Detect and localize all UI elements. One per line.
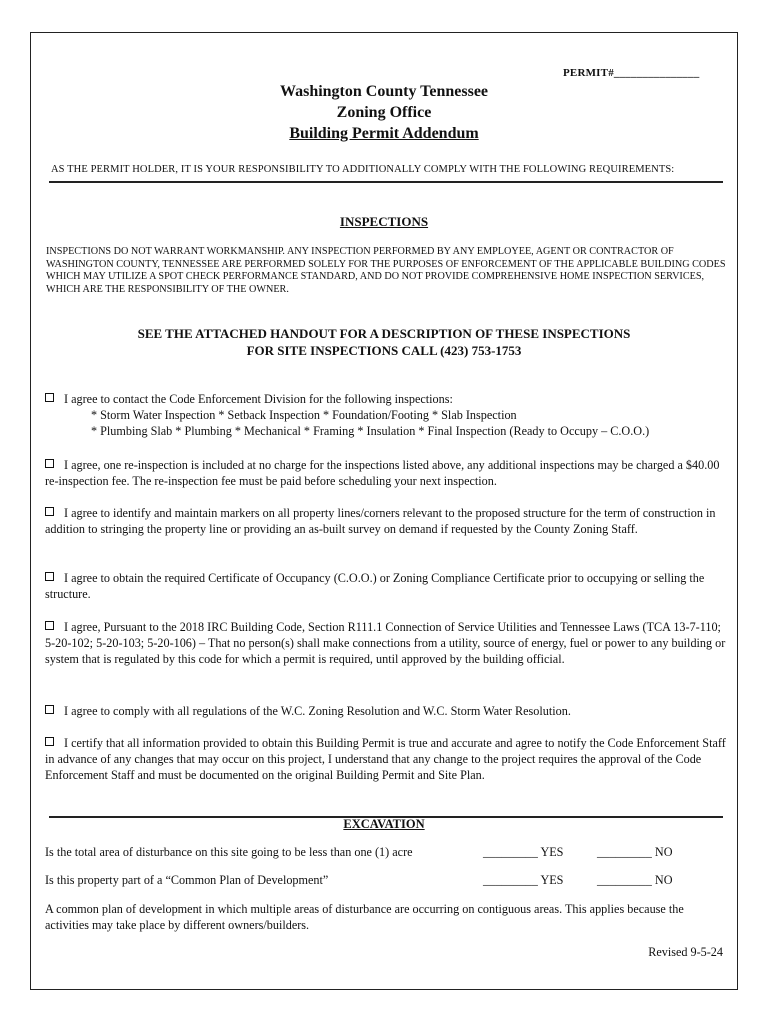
excavation-heading: EXCAVATION	[343, 817, 425, 831]
answer-common-plan-yes[interactable]: _________ YES	[483, 873, 564, 887]
clause-certificate-occupancy-text: I agree to obtain the required Certificate of Occupancy (C.O.O.) or Zoning Compliance Certificate prior to occupying or selling the structure.	[45, 571, 705, 601]
handout-notice-line2: FOR SITE INSPECTIONS CALL (423) 753-1753	[246, 343, 522, 358]
handout-notice-line1: SEE THE ATTACHED HANDOUT FOR A DESCRIPTION OF THESE INSPECTIONS	[137, 326, 631, 341]
clause-certificate-occupancy	[45, 570, 729, 602]
permit-addendum-form	[30, 32, 738, 990]
clause-regulations	[45, 703, 729, 719]
checkbox-certificate-occupancy[interactable]	[45, 572, 54, 581]
clause-regulations-text: I agree to comply with all regulations of the W.C. Zoning Resolution and W.C. Storm Water Resolution.	[64, 704, 571, 718]
clause-reinspection	[45, 457, 729, 489]
answer-common-plan-no[interactable]: _________ NO	[597, 873, 673, 887]
checkbox-reinspection[interactable]	[45, 459, 54, 468]
revision-date: Revised 9-5-24	[648, 945, 723, 959]
permit-number-field[interactable]: PERMIT#_______________	[563, 67, 700, 79]
clause-utility-connections-text: I agree, Pursuant to the 2018 IRC Building Code, Section R111.1 Connection of Service Utilities and Tennessee Laws (TCA 13-7-110; 5-20-102; 5-20-103; 5-20-106) – That no person(s) shall make connections from a utility, source of energy, fuel or power to any building or system that is regulated by this code for which a permit is required, until approved by the building official.	[45, 620, 726, 666]
checkbox-regulations[interactable]	[45, 705, 54, 714]
inspection-list-line1: * Storm Water Inspection * Setback Inspection * Foundation/Footing * Slab Inspection	[91, 408, 517, 422]
answer-acre-no[interactable]: _________ NO	[597, 845, 673, 859]
clause-certification-text: I certify that all information provided to obtain this Building Permit is true and accurate and agree to notify the Code Enforcement Staff in advance of any changes that may occur on this project, I understand that any change to the project requires the approval of the Code Enforcement Staff and must be documented on the original Building Permit and Site Plan.	[45, 736, 726, 782]
inspections-disclaimer: INSPECTIONS DO NOT WARRANT WORKMANSHIP. ANY INSPECTION PERFORMED BY ANY EMPLOYEE, AGENT OR CONTRACTOR OF WASHINGTON COUNTY, TENNESSEE ARE PERFORMED SOLELY FOR THE PURPOSES OF ENFORCEMENT OF THE APPLICABLE BUILDING CODES WHICH MAY UTILIZE A SPOT CHECK PERFORMANCE STANDARD, AND DO NOT PROVIDE COMPREHENSIVE HOME INSPECTION SERVICES, WHICH ARE THE RESPONSIBILITY OF THE OWNER.	[46, 246, 726, 295]
clause-property-markers-text: I agree to identify and maintain markers on all property lines/corners relevant to the proposed structure for the term of construction in addition to stringing the property line or providing an as-built survey on demand if requested by the County Zoning Staff.	[45, 506, 716, 536]
question-common-plan-text: Is this property part of a “Common Plan of Development”	[45, 873, 329, 887]
clause-utility-connections	[45, 619, 729, 667]
checkbox-certification[interactable]	[45, 737, 54, 746]
inspection-list-line2: * Plumbing Slab * Plumbing * Mechanical * Framing * Insulation * Final Inspection (Ready to Occupy – C.O.O.)	[91, 424, 650, 438]
clause-property-markers	[45, 505, 729, 537]
checkbox-property-markers[interactable]	[45, 507, 54, 516]
clause-reinspection-text: I agree, one re-inspection is included at no charge for the inspections listed above, any additional inspections may be charged a $40.00 re-inspection fee. The re-inspection fee must be paid before scheduling your next inspection.	[45, 458, 720, 488]
county-title: Washington County Tennessee	[279, 83, 489, 100]
header-divider	[49, 181, 723, 183]
office-title: Zoning Office	[336, 104, 432, 121]
answer-acre-yes[interactable]: _________ YES	[483, 845, 564, 859]
common-plan-note: A common plan of development in which multiple areas of disturbance are occurring on contiguous areas. This applies because the activities may take place by different owners/builders.	[45, 902, 684, 932]
clause-inspections-text: I agree to contact the Code Enforcement Division for the following inspections:	[64, 392, 453, 406]
clause-certification	[45, 735, 729, 783]
form-title: Building Permit Addendum	[289, 125, 479, 142]
clause-inspections	[45, 391, 729, 439]
checkbox-utility-connections[interactable]	[45, 621, 54, 630]
requirement-intro: AS THE PERMIT HOLDER, IT IS YOUR RESPONSIBILITY TO ADDITIONALLY COMPLY WITH THE FOLLOWING REQUIREMENTS:	[51, 164, 675, 175]
inspections-heading: INSPECTIONS	[339, 214, 429, 229]
question-acre-text: Is the total area of disturbance on this site going to be less than one (1) acre	[45, 845, 413, 859]
checkbox-inspections[interactable]	[45, 393, 54, 402]
